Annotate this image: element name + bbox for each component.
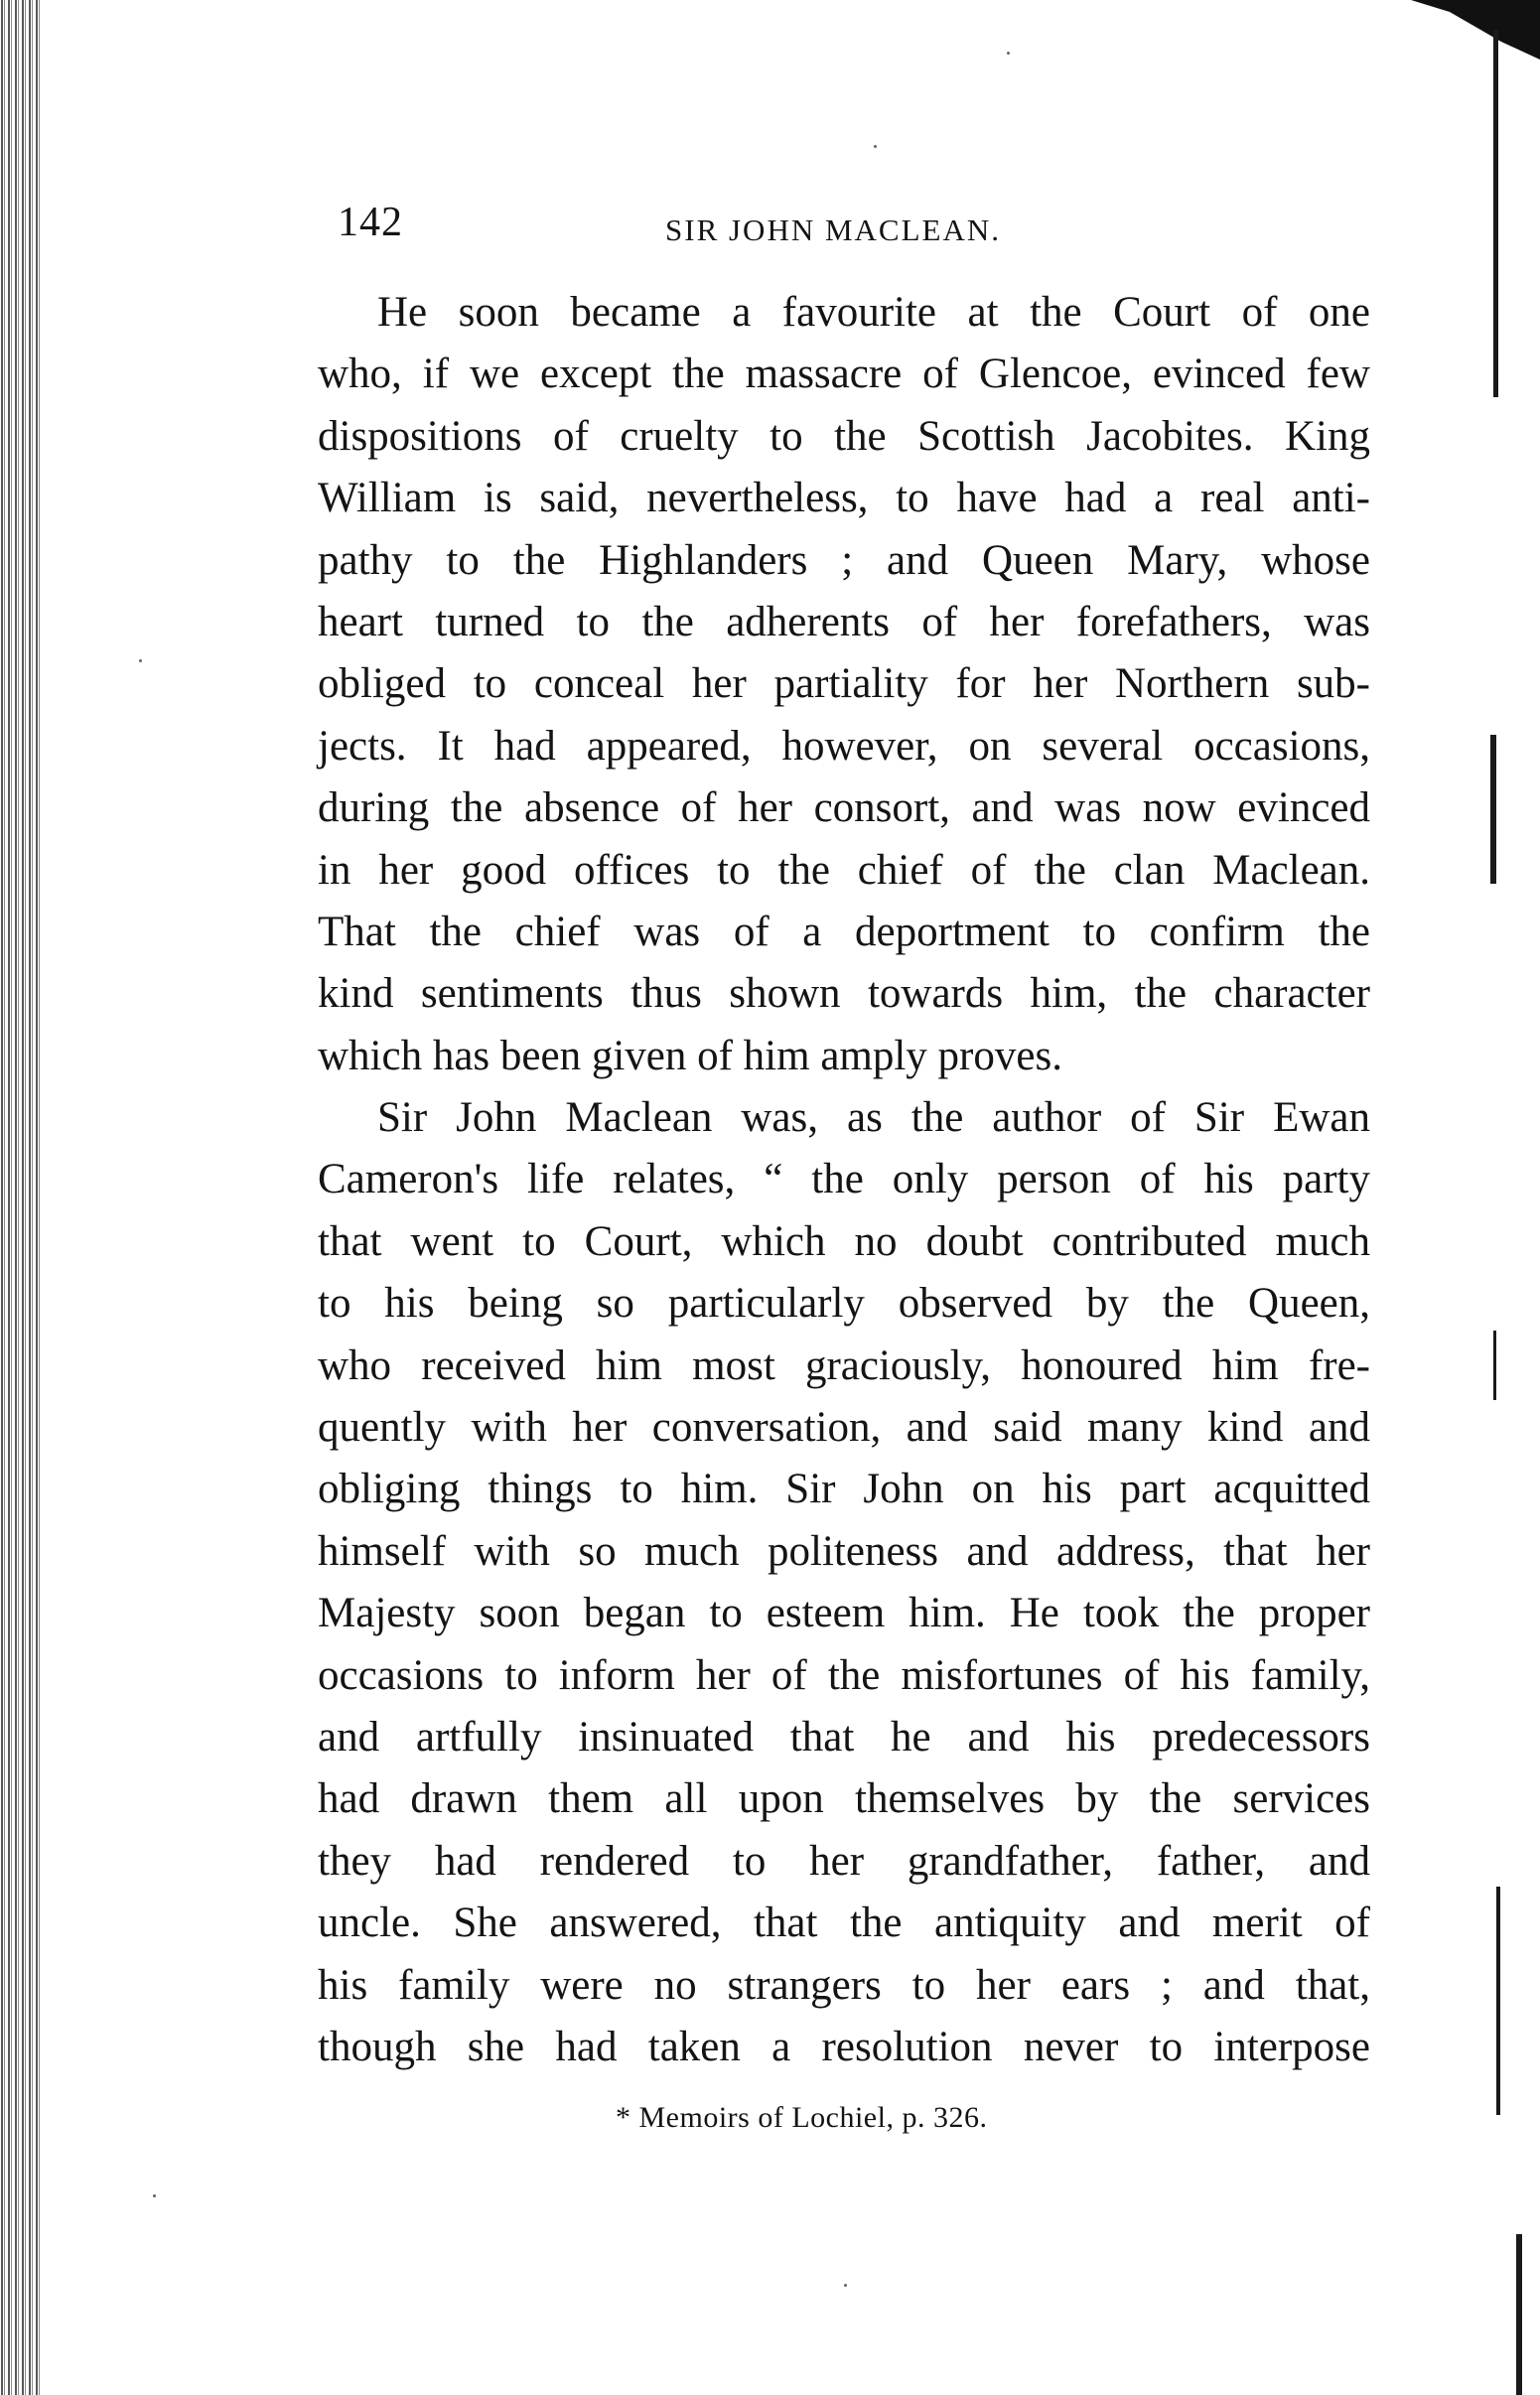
paper-speck: [153, 2194, 156, 2197]
text-line: quently with her conversation, and said many kind and: [318, 1404, 1370, 1452]
running-head: SIR JOHN MACLEAN.: [665, 212, 1001, 247]
page-edge-mark: [1493, 1331, 1496, 1400]
scan-ink-corner: [1411, 0, 1540, 60]
text-line: that went to Court, which no doubt contributed much: [318, 1217, 1370, 1265]
text-line: in her good offices to the chief of the clan Maclean.: [318, 846, 1370, 894]
page-edge-mark: [1493, 30, 1498, 397]
text-line: dispositions of cruelty to the Scottish Jacobites. King: [318, 412, 1370, 460]
text-line: pathy to the Highlanders ; and Queen Mary, whose: [318, 536, 1370, 584]
text-line: William is said, nevertheless, to have had a real anti-: [318, 475, 1370, 522]
paper-speck: [844, 2284, 847, 2287]
paper-speck: [1007, 52, 1010, 55]
text-line: they had rendered to her grandfather, father, and: [318, 1837, 1370, 1885]
text-line: jects. It had appeared, however, on several occasions,: [318, 722, 1370, 770]
paper-speck: [139, 659, 142, 662]
page-header: [338, 199, 1370, 258]
page-number: 142: [338, 200, 403, 245]
page-edge-mark: [1490, 735, 1496, 884]
text-line: who, if we except the massacre of Glencoe, evinced few: [318, 351, 1370, 398]
text-line: though she had taken a resolution never to interpose: [318, 2023, 1370, 2070]
text-line: which has been given of him amply proves.: [318, 1032, 1062, 1079]
text-line: Sir John Maclean was, as the author of Sir Ewan: [377, 1094, 1370, 1142]
text-line: Cameron's life relates, “ the only person of his party: [318, 1156, 1370, 1203]
footnote: * Memoirs of Lochiel, p. 326.: [616, 2101, 988, 2134]
text-line: kind sentiments thus shown towards him, the character: [318, 970, 1370, 1018]
text-line: Majesty soon began to esteem him. He took the proper: [318, 1590, 1370, 1637]
body-text: [318, 282, 1370, 2078]
text-line: his family were no strangers to her ears ; and that,: [318, 1961, 1370, 2009]
text-line: during the absence of her consort, and was now evinced: [318, 784, 1370, 832]
text-line: had drawn them all upon themselves by the services: [318, 1775, 1370, 1823]
text-line: heart turned to the adherents of her forefathers, was: [318, 598, 1370, 645]
text-line: occasions to inform her of the misfortunes of his family,: [318, 1651, 1370, 1699]
text-line: himself with so much politeness and address, that her: [318, 1527, 1370, 1575]
text-line: He soon became a favourite at the Court of one: [377, 289, 1370, 336]
text-line: obliged to conceal her partiality for her Northern sub-: [318, 660, 1370, 708]
paper-speck: [874, 145, 877, 148]
text-line: That the chief was of a deportment to confirm the: [318, 908, 1370, 955]
book-binding-gutter: [0, 0, 40, 2395]
page-edge-mark: [1516, 2234, 1522, 2395]
text-line: obliging things to him. Sir John on his part acquitted: [318, 1466, 1370, 1513]
text-line: and artfully insinuated that he and his predecessors: [318, 1713, 1370, 1761]
text-line: uncle. She answered, that the antiquity and merit of: [318, 1900, 1370, 1947]
text-line: to his being so particularly observed by the Queen,: [318, 1280, 1370, 1328]
page-edge-mark: [1496, 1887, 1500, 2115]
text-line: who received him most graciously, honoured him fre-: [318, 1341, 1370, 1389]
